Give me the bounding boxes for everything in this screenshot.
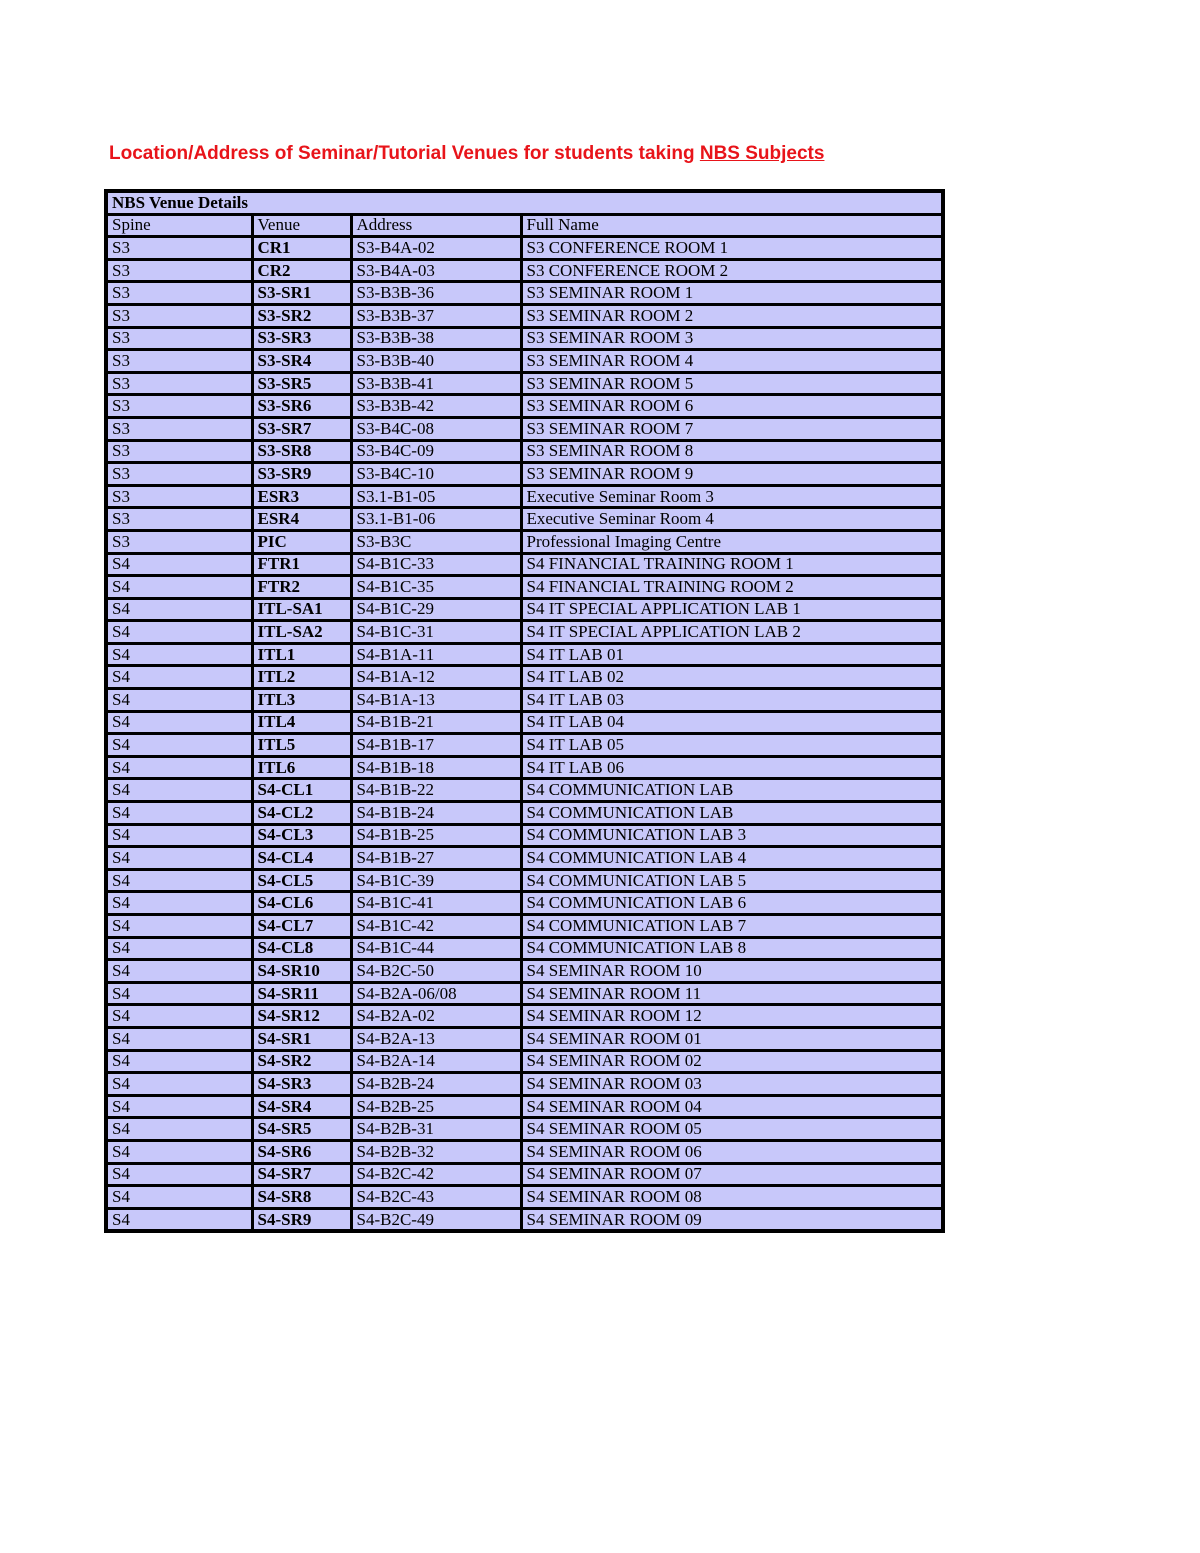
table-row — [106, 1163, 943, 1186]
cell-address: S4-B2A-13 — [351, 1027, 521, 1050]
cell-address: S4-B1C-31 — [351, 621, 521, 644]
cell-venue: S4-SR7 — [252, 1163, 351, 1186]
cell-spine: S4 — [106, 576, 252, 599]
cell-full-name: S4 COMMUNICATION LAB 7 — [521, 915, 943, 938]
cell-venue: ITL4 — [252, 711, 351, 734]
cell-venue: S4-SR11 — [252, 982, 351, 1005]
cell-address: S4-B1C-29 — [351, 598, 521, 621]
cell-venue: S4-SR4 — [252, 1095, 351, 1118]
cell-venue: S4-SR5 — [252, 1118, 351, 1141]
table-row — [106, 892, 943, 915]
table-row — [106, 1118, 943, 1141]
table-row — [106, 869, 943, 892]
cell-full-name: S3 SEMINAR ROOM 3 — [521, 327, 943, 350]
cell-spine: S3 — [106, 327, 252, 350]
cell-spine: S4 — [106, 1140, 252, 1163]
cell-full-name: S4 SEMINAR ROOM 02 — [521, 1050, 943, 1073]
cell-full-name: S4 IT LAB 03 — [521, 689, 943, 712]
cell-address: S3-B4A-03 — [351, 259, 521, 282]
cell-full-name: S3 SEMINAR ROOM 9 — [521, 463, 943, 486]
cell-address: S3-B3B-37 — [351, 304, 521, 327]
cell-spine: S3 — [106, 237, 252, 260]
cell-full-name: S3 SEMINAR ROOM 5 — [521, 372, 943, 395]
cell-spine: S4 — [106, 598, 252, 621]
cell-full-name: S4 SEMINAR ROOM 08 — [521, 1186, 943, 1209]
cell-address: S4-B2B-24 — [351, 1073, 521, 1096]
cell-spine: S3 — [106, 440, 252, 463]
cell-venue: S4-CL4 — [252, 847, 351, 870]
cell-spine: S4 — [106, 824, 252, 847]
cell-full-name: S4 SEMINAR ROOM 11 — [521, 982, 943, 1005]
cell-full-name: S4 COMMUNICATION LAB 6 — [521, 892, 943, 915]
table-row — [106, 960, 943, 983]
cell-address: S3-B3C — [351, 530, 521, 553]
cell-venue: S3-SR3 — [252, 327, 351, 350]
cell-venue: ITL2 — [252, 666, 351, 689]
cell-full-name: S4 SEMINAR ROOM 10 — [521, 960, 943, 983]
cell-address: S4-B2B-32 — [351, 1140, 521, 1163]
table-caption-row — [106, 191, 943, 214]
table-row — [106, 485, 943, 508]
cell-address: S4-B1B-18 — [351, 756, 521, 779]
cell-venue: PIC — [252, 530, 351, 553]
cell-address: S4-B2A-06/08 — [351, 982, 521, 1005]
cell-full-name: S4 SEMINAR ROOM 04 — [521, 1095, 943, 1118]
cell-venue: S3-SR8 — [252, 440, 351, 463]
cell-venue: S4-CL8 — [252, 937, 351, 960]
cell-venue: S4-CL7 — [252, 915, 351, 938]
table-row — [106, 1186, 943, 1209]
cell-address: S3-B4C-08 — [351, 417, 521, 440]
cell-address: S3-B4C-10 — [351, 463, 521, 486]
cell-full-name: S4 COMMUNICATION LAB 4 — [521, 847, 943, 870]
header-spine: Spine — [106, 214, 252, 237]
cell-venue: S3-SR1 — [252, 282, 351, 305]
table-row — [106, 711, 943, 734]
table-row — [106, 1095, 943, 1118]
cell-spine: S4 — [106, 1027, 252, 1050]
cell-venue: ESR3 — [252, 485, 351, 508]
title-prefix: Location/Address of Seminar/Tutorial Venues for students taking — [109, 143, 700, 164]
cell-full-name: S4 SEMINAR ROOM 12 — [521, 1005, 943, 1028]
cell-venue: S4-CL1 — [252, 779, 351, 802]
cell-venue: ITL6 — [252, 756, 351, 779]
cell-address: S3-B3B-38 — [351, 327, 521, 350]
cell-address: S4-B1C-44 — [351, 937, 521, 960]
table-row — [106, 237, 943, 260]
cell-address: S4-B2A-14 — [351, 1050, 521, 1073]
cell-full-name: S4 COMMUNICATION LAB 3 — [521, 824, 943, 847]
cell-spine: S3 — [106, 463, 252, 486]
cell-address: S4-B2B-25 — [351, 1095, 521, 1118]
cell-spine: S3 — [106, 485, 252, 508]
cell-venue: ESR4 — [252, 508, 351, 531]
cell-full-name: Executive Seminar Room 4 — [521, 508, 943, 531]
table-row — [106, 350, 943, 373]
cell-spine: S4 — [106, 1005, 252, 1028]
cell-venue: S4-SR3 — [252, 1073, 351, 1096]
cell-spine: S4 — [106, 621, 252, 644]
cell-venue: S3-SR7 — [252, 417, 351, 440]
cell-spine: S4 — [106, 915, 252, 938]
cell-venue: S4-CL3 — [252, 824, 351, 847]
cell-venue: S3-SR5 — [252, 372, 351, 395]
cell-address: S4-B1B-24 — [351, 802, 521, 825]
cell-spine: S3 — [106, 259, 252, 282]
cell-full-name: S3 CONFERENCE ROOM 1 — [521, 237, 943, 260]
cell-venue: FTR1 — [252, 553, 351, 576]
cell-address: S4-B2C-49 — [351, 1208, 521, 1231]
cell-spine: S4 — [106, 734, 252, 757]
cell-address: S4-B2A-02 — [351, 1005, 521, 1028]
table-row — [106, 259, 943, 282]
cell-spine: S4 — [106, 1050, 252, 1073]
table-caption: NBS Venue Details — [106, 191, 943, 214]
cell-venue: CR1 — [252, 237, 351, 260]
cell-spine: S4 — [106, 1186, 252, 1209]
table-row — [106, 463, 943, 486]
table-row — [106, 1208, 943, 1231]
cell-full-name: S4 IT LAB 02 — [521, 666, 943, 689]
cell-venue: ITL1 — [252, 643, 351, 666]
cell-address: S4-B1C-33 — [351, 553, 521, 576]
table-row — [106, 1073, 943, 1096]
cell-full-name: Professional Imaging Centre — [521, 530, 943, 553]
cell-full-name: S3 SEMINAR ROOM 4 — [521, 350, 943, 373]
cell-address: S3-B3B-42 — [351, 395, 521, 418]
cell-address: S4-B1C-42 — [351, 915, 521, 938]
cell-venue: S4-SR10 — [252, 960, 351, 983]
cell-venue: CR2 — [252, 259, 351, 282]
cell-address: S4-B1B-21 — [351, 711, 521, 734]
cell-venue: S4-SR8 — [252, 1186, 351, 1209]
title-emphasis: NBS Subjects — [699, 143, 825, 164]
cell-address: S4-B1B-22 — [351, 779, 521, 802]
cell-address: S4-B1B-25 — [351, 824, 521, 847]
cell-spine: S4 — [106, 1118, 252, 1141]
cell-venue: S3-SR2 — [252, 304, 351, 327]
cell-venue: S4-SR6 — [252, 1140, 351, 1163]
cell-full-name: S4 COMMUNICATION LAB 5 — [521, 869, 943, 892]
cell-venue: S3-SR4 — [252, 350, 351, 373]
table-header-row — [106, 214, 943, 237]
table-row — [106, 282, 943, 305]
table-row — [106, 666, 943, 689]
cell-spine: S4 — [106, 666, 252, 689]
venue-table-body — [106, 191, 943, 1231]
cell-venue: FTR2 — [252, 576, 351, 599]
table-row — [106, 395, 943, 418]
cell-address: S3-B3B-40 — [351, 350, 521, 373]
cell-venue: S4-SR12 — [252, 1005, 351, 1028]
cell-full-name: S4 IT LAB 01 — [521, 643, 943, 666]
cell-spine: S4 — [106, 1163, 252, 1186]
cell-address: S3-B4C-09 — [351, 440, 521, 463]
cell-address: S4-B2C-50 — [351, 960, 521, 983]
table-row — [106, 508, 943, 531]
cell-address: S4-B1C-39 — [351, 869, 521, 892]
cell-address: S3-B3B-36 — [351, 282, 521, 305]
table-row — [106, 802, 943, 825]
cell-full-name: S4 COMMUNICATION LAB — [521, 802, 943, 825]
cell-full-name: S4 FINANCIAL TRAINING ROOM 1 — [521, 553, 943, 576]
cell-full-name: S3 SEMINAR ROOM 7 — [521, 417, 943, 440]
cell-full-name: S3 SEMINAR ROOM 2 — [521, 304, 943, 327]
header-venue: Venue — [252, 214, 351, 237]
cell-full-name: S4 SEMINAR ROOM 07 — [521, 1163, 943, 1186]
table-row — [106, 824, 943, 847]
cell-full-name: S4 IT SPECIAL APPLICATION LAB 1 — [521, 598, 943, 621]
table-row — [106, 530, 943, 553]
table-row — [106, 779, 943, 802]
cell-address: S3.1-B1-05 — [351, 485, 521, 508]
table-row — [106, 1140, 943, 1163]
cell-address: S3-B3B-41 — [351, 372, 521, 395]
cell-full-name: S4 IT SPECIAL APPLICATION LAB 2 — [521, 621, 943, 644]
table-row — [106, 643, 943, 666]
cell-address: S4-B1A-11 — [351, 643, 521, 666]
table-row — [106, 1027, 943, 1050]
cell-spine: S4 — [106, 937, 252, 960]
table-row — [106, 937, 943, 960]
cell-spine: S4 — [106, 711, 252, 734]
cell-full-name: S3 CONFERENCE ROOM 2 — [521, 259, 943, 282]
cell-spine: S3 — [106, 395, 252, 418]
cell-full-name: S4 IT LAB 05 — [521, 734, 943, 757]
cell-venue: S3-SR6 — [252, 395, 351, 418]
cell-spine: S4 — [106, 643, 252, 666]
cell-spine: S4 — [106, 756, 252, 779]
cell-venue: S4-CL6 — [252, 892, 351, 915]
header-full-name: Full Name — [521, 214, 943, 237]
cell-full-name: S3 SEMINAR ROOM 6 — [521, 395, 943, 418]
cell-venue: ITL3 — [252, 689, 351, 712]
cell-spine: S4 — [106, 847, 252, 870]
cell-spine: S4 — [106, 869, 252, 892]
cell-spine: S4 — [106, 1095, 252, 1118]
cell-full-name: S3 SEMINAR ROOM 8 — [521, 440, 943, 463]
table-row — [106, 1050, 943, 1073]
cell-address: S4-B1A-12 — [351, 666, 521, 689]
table-row — [106, 598, 943, 621]
cell-spine: S3 — [106, 282, 252, 305]
cell-full-name: S4 SEMINAR ROOM 06 — [521, 1140, 943, 1163]
venue-table — [104, 189, 945, 1233]
cell-address: S3.1-B1-06 — [351, 508, 521, 531]
table-row — [106, 982, 943, 1005]
table-row — [106, 417, 943, 440]
cell-full-name: S4 COMMUNICATION LAB 8 — [521, 937, 943, 960]
cell-spine: S4 — [106, 779, 252, 802]
cell-spine: S3 — [106, 350, 252, 373]
cell-address: S4-B2C-43 — [351, 1186, 521, 1209]
table-row — [106, 372, 943, 395]
cell-spine: S4 — [106, 982, 252, 1005]
cell-spine: S4 — [106, 689, 252, 712]
cell-full-name: S4 IT LAB 06 — [521, 756, 943, 779]
cell-full-name: Executive Seminar Room 3 — [521, 485, 943, 508]
cell-venue: S4-CL2 — [252, 802, 351, 825]
cell-address: S4-B2B-31 — [351, 1118, 521, 1141]
cell-spine: S4 — [106, 1208, 252, 1231]
cell-address: S3-B4A-02 — [351, 237, 521, 260]
cell-venue: S4-CL5 — [252, 869, 351, 892]
table-row — [106, 327, 943, 350]
table-row — [106, 915, 943, 938]
cell-full-name: S4 COMMUNICATION LAB — [521, 779, 943, 802]
cell-full-name: S4 SEMINAR ROOM 01 — [521, 1027, 943, 1050]
cell-venue: ITL5 — [252, 734, 351, 757]
cell-full-name: S3 SEMINAR ROOM 1 — [521, 282, 943, 305]
cell-venue: S4-SR9 — [252, 1208, 351, 1231]
cell-spine: S3 — [106, 417, 252, 440]
table-row — [106, 576, 943, 599]
cell-full-name: S4 SEMINAR ROOM 09 — [521, 1208, 943, 1231]
table-row — [106, 689, 943, 712]
cell-address: S4-B1B-27 — [351, 847, 521, 870]
cell-full-name: S4 FINANCIAL TRAINING ROOM 2 — [521, 576, 943, 599]
cell-full-name: S4 SEMINAR ROOM 03 — [521, 1073, 943, 1096]
table-row — [106, 756, 943, 779]
cell-address: S4-B1B-17 — [351, 734, 521, 757]
cell-spine: S4 — [106, 892, 252, 915]
cell-spine: S3 — [106, 372, 252, 395]
cell-spine: S4 — [106, 1073, 252, 1096]
table-row — [106, 621, 943, 644]
cell-full-name: S4 SEMINAR ROOM 05 — [521, 1118, 943, 1141]
header-address: Address — [351, 214, 521, 237]
page-title — [109, 142, 824, 166]
cell-venue: S3-SR9 — [252, 463, 351, 486]
table-row — [106, 734, 943, 757]
table-row — [106, 1005, 943, 1028]
cell-spine: S4 — [106, 553, 252, 576]
cell-address: S4-B1C-35 — [351, 576, 521, 599]
cell-full-name: S4 IT LAB 04 — [521, 711, 943, 734]
cell-venue: S4-SR2 — [252, 1050, 351, 1073]
cell-address: S4-B1C-41 — [351, 892, 521, 915]
table-row — [106, 304, 943, 327]
cell-spine: S4 — [106, 802, 252, 825]
cell-venue: ITL-SA1 — [252, 598, 351, 621]
table-row — [106, 847, 943, 870]
cell-spine: S3 — [106, 508, 252, 531]
cell-spine: S3 — [106, 530, 252, 553]
table-row — [106, 553, 943, 576]
cell-venue: S4-SR1 — [252, 1027, 351, 1050]
cell-spine: S3 — [106, 304, 252, 327]
cell-address: S4-B1A-13 — [351, 689, 521, 712]
cell-address: S4-B2C-42 — [351, 1163, 521, 1186]
cell-venue: ITL-SA2 — [252, 621, 351, 644]
cell-spine: S4 — [106, 960, 252, 983]
table-row — [106, 440, 943, 463]
